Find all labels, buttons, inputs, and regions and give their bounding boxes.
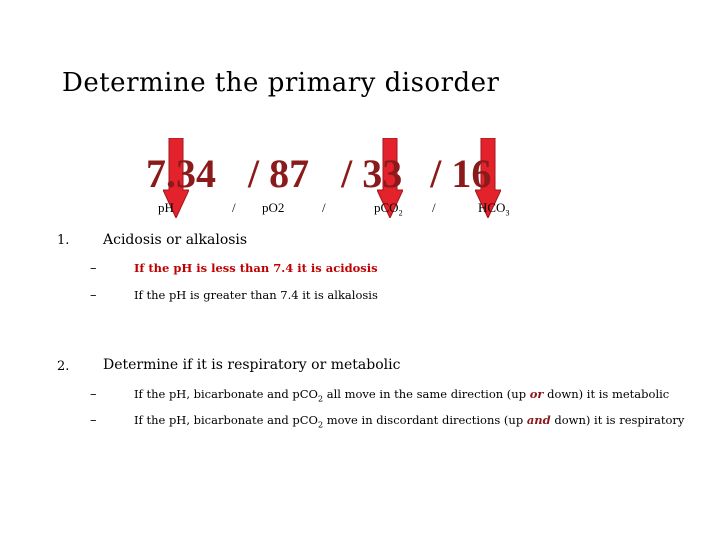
list-dash: – bbox=[90, 288, 97, 303]
list-dash: – bbox=[90, 413, 97, 428]
slash-label: / bbox=[432, 200, 436, 215]
list-item: If the pH is greater than 7.4 it is alkalosis bbox=[134, 288, 378, 302]
list-item: If the pH, bicarbonate and pCO$_2$ all move in the same direction (up or down) it is metabolic bbox=[134, 387, 670, 404]
ph-label: pH bbox=[158, 200, 174, 215]
pco2-label: pCO$_2$ bbox=[374, 200, 403, 218]
ph-value: 7.34 bbox=[146, 151, 216, 196]
list-item: If the pH, bicarbonate and pCO$_2$ move in discordant directions (up and down) it is respiratory bbox=[134, 413, 685, 430]
hco3-label: $HCO_3$ bbox=[478, 200, 510, 218]
step-heading: Acidosis or alkalosis bbox=[103, 232, 248, 248]
slide-title: Determine the primary disorder bbox=[62, 68, 500, 98]
step-number: 2. bbox=[57, 359, 70, 374]
hco3-value: / 16 bbox=[430, 151, 492, 196]
blood-gas-values bbox=[146, 150, 491, 197]
slash-label: / bbox=[322, 200, 326, 215]
po2-label: pO2 bbox=[262, 200, 285, 215]
list-dash: – bbox=[90, 261, 97, 276]
pco2-value: / 33 bbox=[341, 151, 403, 196]
step-heading: Determine if it is respiratory or metabolic bbox=[103, 357, 401, 373]
emphasis-and: and bbox=[526, 413, 551, 427]
emphasis-or: or bbox=[529, 387, 544, 401]
step-number: 1. bbox=[57, 233, 70, 248]
list-dash: – bbox=[90, 387, 97, 402]
po2-value: / 87 bbox=[248, 151, 310, 196]
list-item: If the pH is less than 7.4 it is acidosis bbox=[134, 261, 378, 275]
slash-label: / bbox=[232, 200, 236, 215]
